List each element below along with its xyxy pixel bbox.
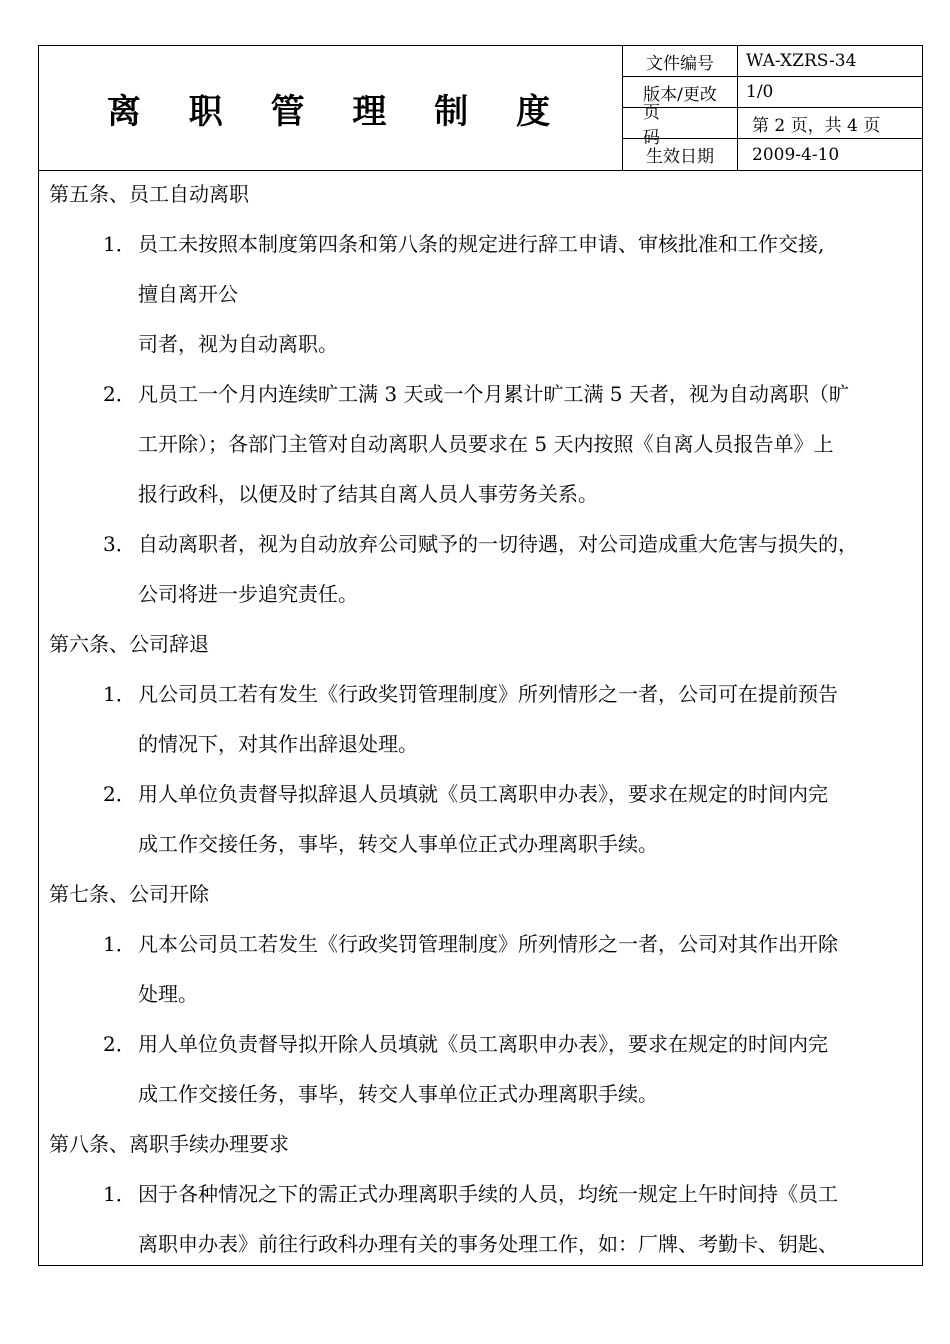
list-item: 1． 员工未按照本制度第四条和第八条的规定进行辞工申请、审核批准和工作交接, — [103, 232, 825, 256]
meta-value: 1/0 — [746, 82, 774, 102]
section-heading: 第八条、离职手续办理要求 — [49, 1132, 289, 1156]
list-item-continuation: 公司将进一步追究责任。 — [138, 582, 358, 606]
meta-table — [623, 46, 922, 170]
list-item: 3． 自动离职者，视为自动放弃公司赋予的一切待遇，对公司造成重大危害与损失的， — [103, 532, 858, 556]
list-item-continuation: 处理。 — [138, 982, 198, 1006]
list-item: 2． 凡员工一个月内连续旷工满 3 天或一个月累计旷工满 5 天者，视为自动离职（旷 — [103, 382, 849, 406]
document-header — [39, 46, 922, 171]
meta-value: WA-XZRS-34 — [746, 51, 857, 71]
list-item: 1． 因于各种情况之下的需正式办理离职手续的人员，均统一规定上午时间持《员工 — [103, 1182, 838, 1206]
list-item: 2． 用人单位负责督导拟开除人员填就《员工离职申办表》，要求在规定的时间内完 — [103, 1032, 828, 1056]
meta-row-effective-date — [623, 139, 922, 170]
meta-label: 生效日期 — [623, 139, 738, 170]
section-heading: 第五条、员工自动离职 — [49, 182, 249, 206]
meta-row-page — [623, 103, 922, 148]
document-frame — [38, 45, 923, 1266]
meta-label: 文件编号 — [623, 46, 738, 76]
list-item-continuation: 擅自离开公 — [138, 282, 238, 306]
meta-label: 页 码 — [623, 108, 738, 138]
list-item-continuation: 的情况下，对其作出辞退处理。 — [138, 732, 418, 756]
list-item: 2． 用人单位负责督导拟辞退人员填就《员工离职申办表》，要求在规定的时间内完 — [103, 782, 828, 806]
list-item: 1． 凡公司员工若有发生《行政奖罚管理制度》所列情形之一者，公司可在提前预告 — [103, 682, 838, 706]
list-item-continuation: 成工作交接任务，事毕，转交人事单位正式办理离职手续。 — [138, 1082, 658, 1106]
list-item-continuation: 工开除）；各部门主管对自动离职人员要求在 5 天内按照《自离人员报告单》上 — [138, 432, 834, 456]
document-title: 离 职 管 理 制 度 — [106, 91, 569, 132]
meta-label: 版本/更改 — [623, 77, 738, 107]
list-item-continuation: 离职申办表》前往行政科办理有关的事务处理工作，如：厂牌、考勤卡、钥匙、 — [138, 1232, 838, 1256]
meta-value: 2009-4-10 — [752, 144, 840, 165]
list-item-continuation: 报行政科，以便及时了结其自离人员人事劳务关系。 — [138, 482, 598, 506]
list-item: 1． 凡本公司员工若发生《行政奖罚管理制度》所列情形之一者，公司对其作出开除 — [103, 932, 838, 956]
title-cell — [39, 46, 623, 170]
section-heading: 第七条、公司开除 — [49, 882, 209, 906]
list-item-continuation: 成工作交接任务，事毕，转交人事单位正式办理离职手续。 — [138, 832, 658, 856]
meta-value: 第 2 页，共 4 页 — [752, 115, 881, 136]
section-heading: 第六条、公司辞退 — [49, 632, 209, 656]
meta-row-file-no — [623, 46, 922, 77]
list-item-continuation: 司者，视为自动离职。 — [138, 332, 338, 356]
